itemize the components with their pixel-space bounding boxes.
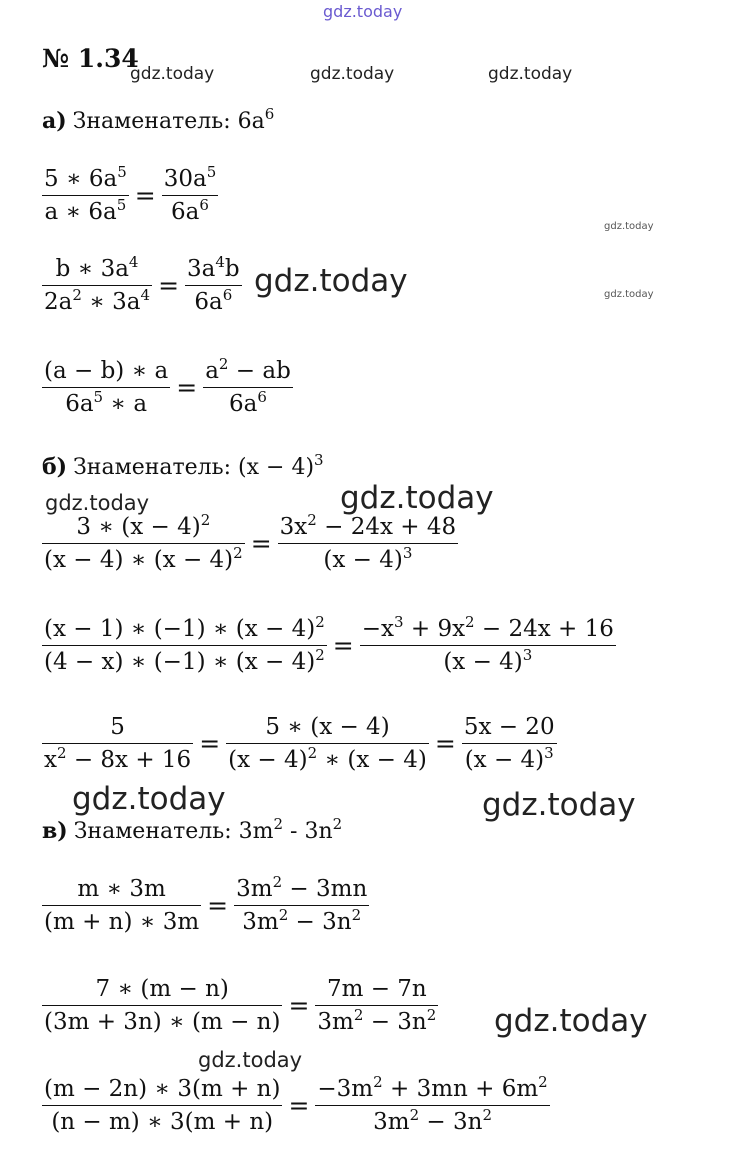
- term: − 3n: [363, 1009, 427, 1035]
- equals-sign: =: [176, 373, 198, 402]
- exponent: 2: [538, 1073, 548, 1091]
- term: 3m: [373, 1109, 410, 1135]
- term: 6a: [65, 391, 94, 417]
- exponent: 6: [257, 388, 267, 406]
- equation-row: [42, 613, 616, 675]
- term: ∗ 3a: [81, 289, 141, 315]
- denominator-exponent: 2: [273, 815, 284, 833]
- equation-row: [42, 976, 438, 1035]
- denominator: [42, 743, 193, 773]
- term: − ab: [228, 358, 291, 384]
- equals-sign: =: [288, 1091, 310, 1120]
- watermark: gdz.today: [604, 221, 654, 232]
- denominator-exponent: 3: [314, 451, 324, 469]
- numerator: [42, 976, 282, 1005]
- exponent: 2: [315, 613, 325, 631]
- fraction: [278, 511, 458, 573]
- numerator: [234, 873, 369, 905]
- watermark: gdz.today: [130, 64, 215, 84]
- numerator: [42, 613, 327, 645]
- term: 5 ∗ (x − 4): [265, 714, 390, 740]
- denominator: [203, 387, 293, 417]
- denominator: [234, 905, 369, 935]
- term: a ∗ 6a: [44, 199, 117, 225]
- term: ∗ (x − 4): [317, 747, 427, 773]
- denominator: [42, 1105, 282, 1135]
- watermark: gdz.today: [45, 491, 150, 515]
- section-letter: в): [42, 818, 68, 844]
- fraction: [203, 355, 293, 417]
- denominator: [462, 743, 557, 773]
- term: − 24x + 16: [474, 616, 614, 642]
- term: (x − 1) ∗ (−1) ∗ (x − 4): [44, 616, 316, 642]
- watermark: gdz.today: [482, 787, 636, 823]
- denominator: [278, 543, 458, 573]
- term: + 3mn + 6m: [382, 1076, 539, 1102]
- equation-row: [42, 511, 458, 573]
- term: 30a: [163, 166, 207, 192]
- fraction: [462, 714, 557, 773]
- term: (x − 4): [464, 747, 545, 773]
- numerator: [360, 613, 616, 645]
- denominator: [315, 1105, 549, 1135]
- term: 6a: [229, 391, 258, 417]
- watermark: gdz.today: [198, 1048, 303, 1072]
- exponent: 2: [278, 906, 289, 924]
- exponent: 2: [409, 1106, 420, 1124]
- equation-row: [42, 355, 293, 417]
- denominator-base: 6a: [237, 109, 265, 134]
- term: a: [205, 358, 219, 384]
- denominator: [42, 905, 201, 935]
- exponent: 2: [426, 1006, 437, 1024]
- numerator: [162, 163, 219, 195]
- term: ∗ a: [103, 391, 148, 417]
- exponent: 5: [93, 388, 104, 406]
- exponent: 2: [373, 1073, 383, 1091]
- numerator: [42, 358, 170, 387]
- term: −3m: [317, 1076, 374, 1102]
- fraction: [42, 163, 129, 225]
- watermark: gdz.today: [340, 480, 494, 516]
- term: 3x: [279, 514, 308, 540]
- fraction: [162, 163, 219, 225]
- section-a-heading: [42, 105, 275, 134]
- term: (x − 4): [228, 747, 308, 773]
- term: (m − 2n) ∗ 3(m + n): [44, 1076, 281, 1102]
- numerator: [42, 253, 152, 285]
- denominator: [42, 387, 170, 417]
- term: 7 ∗ (m − n): [95, 976, 229, 1002]
- equation-row: [42, 163, 218, 225]
- numerator: [315, 1073, 549, 1105]
- denominator: [360, 645, 616, 675]
- exponent: 2: [72, 286, 82, 304]
- watermark: gdz.today: [323, 2, 403, 21]
- equals-sign: =: [332, 631, 354, 660]
- term: 3m: [236, 876, 273, 902]
- watermark: gdz.today: [494, 1003, 648, 1039]
- numerator: [42, 714, 193, 743]
- term: 5x − 20: [463, 714, 555, 740]
- term: (n − m) ∗ 3(m + n): [51, 1109, 274, 1135]
- numerator: [278, 511, 458, 543]
- term: − 3mn: [282, 876, 368, 902]
- exponent: 2: [465, 613, 475, 631]
- exponent: 2: [233, 544, 243, 562]
- term: 5 ∗ 6a: [44, 166, 118, 192]
- section-label: Знаменатель:: [73, 455, 232, 480]
- fraction: [42, 613, 327, 675]
- numerator: [203, 355, 293, 387]
- denominator: [315, 1005, 438, 1035]
- fraction: [42, 1076, 282, 1135]
- exponent: 5: [116, 196, 127, 214]
- term: (a − b) ∗ a: [44, 358, 169, 384]
- term: b: [224, 256, 240, 282]
- watermark: gdz.today: [488, 64, 573, 84]
- term: + 9x: [403, 616, 466, 642]
- term: (x − 4): [323, 547, 403, 573]
- fraction: [315, 976, 438, 1035]
- exponent: 2: [482, 1106, 492, 1124]
- denominator-base: (x − 4): [238, 455, 315, 480]
- fraction: [226, 714, 429, 773]
- denominator: [42, 543, 245, 573]
- equals-sign: =: [288, 991, 310, 1020]
- exponent: 2: [200, 511, 211, 529]
- term: −x: [361, 616, 394, 642]
- numerator: [42, 1076, 282, 1105]
- equals-sign: =: [199, 729, 221, 758]
- section-label: Знаменатель:: [73, 819, 232, 844]
- equation-row: [42, 253, 242, 315]
- section-letter: б): [42, 454, 68, 480]
- watermark: gdz.today: [72, 781, 226, 817]
- numerator: [315, 976, 438, 1005]
- equation-row: [42, 1073, 550, 1135]
- term: − 8x + 16: [66, 747, 192, 773]
- section-letter: а): [42, 108, 67, 134]
- fraction: [42, 358, 170, 417]
- fraction: [42, 876, 201, 935]
- numerator: [42, 163, 129, 195]
- denominator: [226, 743, 429, 773]
- fraction: [185, 253, 242, 315]
- equation-row: [42, 714, 557, 773]
- denominator: [42, 645, 327, 675]
- term: 3 ∗ (x − 4): [76, 514, 201, 540]
- term: 2a: [44, 289, 73, 315]
- denominator-exponent: 2: [332, 815, 343, 833]
- exponent: 6: [222, 286, 233, 304]
- exponent: 2: [56, 744, 67, 762]
- fraction: [42, 976, 282, 1035]
- exponent: 2: [307, 744, 318, 762]
- term: − 24x + 48: [316, 514, 457, 540]
- exponent: 5: [206, 163, 217, 181]
- denominator: [185, 285, 242, 315]
- numerator: [42, 511, 245, 543]
- term: (4 − x) ∗ (−1) ∗ (x − 4): [44, 649, 316, 675]
- term: x: [44, 747, 57, 773]
- numerator: [462, 714, 557, 743]
- watermark: gdz.today: [254, 263, 408, 299]
- equals-sign: =: [207, 891, 229, 920]
- equals-sign: =: [434, 729, 456, 758]
- denominator: [42, 1005, 282, 1035]
- fraction: [360, 613, 616, 675]
- equals-sign: =: [250, 529, 272, 558]
- numerator: [42, 876, 201, 905]
- exponent: 2: [272, 873, 283, 891]
- term: (x − 4): [443, 649, 523, 675]
- exponent: 4: [215, 253, 225, 271]
- term: − 3n: [288, 909, 352, 935]
- denominator-exponent: 6: [264, 105, 275, 123]
- section-b-heading: [42, 451, 324, 480]
- fraction: [42, 714, 193, 773]
- term: 5: [110, 714, 125, 740]
- watermark: gdz.today: [310, 64, 395, 84]
- term: m ∗ 3m: [77, 876, 166, 902]
- term: b ∗ 3a: [55, 256, 129, 282]
- exponent: 3: [522, 646, 533, 664]
- equation-row: [42, 873, 369, 935]
- denominator: [42, 195, 129, 225]
- exponent: 2: [353, 1006, 364, 1024]
- numerator: [226, 714, 429, 743]
- equals-sign: =: [134, 181, 156, 210]
- fraction: [234, 873, 369, 935]
- term: 6a: [171, 199, 200, 225]
- term: 7m − 7n: [326, 976, 427, 1002]
- term: − 3n: [419, 1109, 483, 1135]
- term: 3m: [242, 909, 279, 935]
- term: 6a: [194, 289, 223, 315]
- numerator: [185, 253, 242, 285]
- exponent: 3: [394, 613, 404, 631]
- exponent: 2: [307, 511, 317, 529]
- term: (x − 4) ∗ (x − 4): [44, 547, 234, 573]
- exponent: 5: [117, 163, 127, 181]
- fraction: [315, 1073, 549, 1135]
- problem-number: № 1.34: [42, 44, 139, 73]
- term: (m + n) ∗ 3m: [44, 909, 200, 935]
- fraction: [42, 511, 245, 573]
- fraction: [42, 253, 152, 315]
- denominator-part: 3m: [238, 819, 274, 844]
- exponent: 4: [140, 286, 151, 304]
- exponent: 3: [544, 744, 554, 762]
- denominator-part: - 3n: [283, 819, 333, 844]
- exponent: 3: [402, 544, 413, 562]
- denominator: [162, 195, 219, 225]
- exponent: 2: [315, 646, 325, 664]
- exponent: 2: [218, 355, 229, 373]
- denominator: [42, 285, 152, 315]
- term: 3m: [317, 1009, 354, 1035]
- section-c-heading: [42, 815, 343, 844]
- exponent: 6: [199, 196, 209, 214]
- exponent: 2: [351, 906, 362, 924]
- watermark: gdz.today: [604, 289, 654, 300]
- equals-sign: =: [158, 271, 180, 300]
- exponent: 4: [128, 253, 139, 271]
- section-label: Знаменатель:: [72, 109, 231, 134]
- term: 3a: [187, 256, 216, 282]
- term: (3m + 3n) ∗ (m − n): [44, 1009, 281, 1035]
